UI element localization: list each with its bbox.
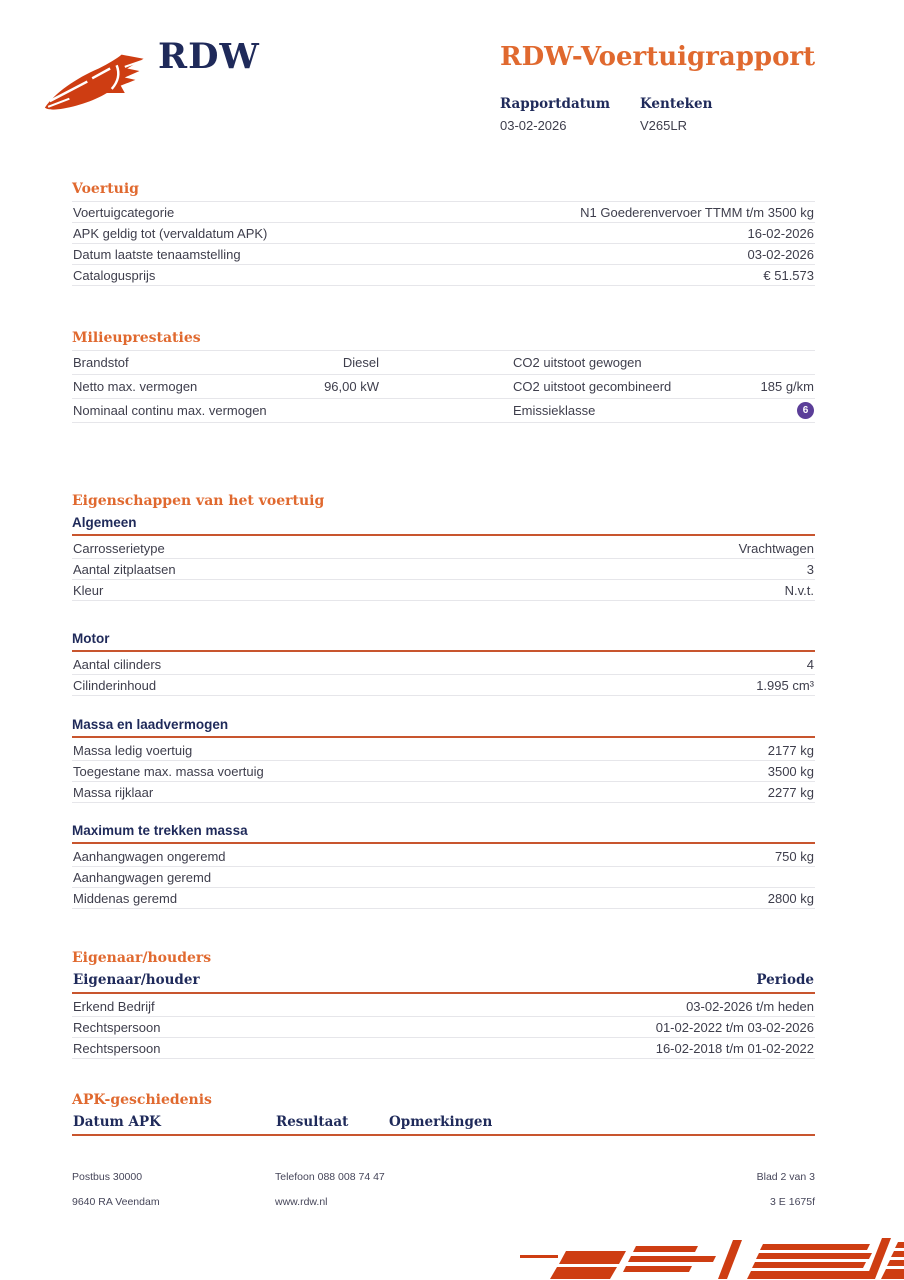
footer-website: www.rdw.nl	[275, 1196, 328, 1208]
footer-doc-code: 3 E 1675f	[770, 1196, 815, 1208]
emissieklasse-badge: 6	[797, 402, 814, 419]
table-row	[72, 375, 815, 399]
row-label: Emissieklasse	[513, 403, 596, 418]
section-heading-eigenaar-houders: Eigenaar/houders	[72, 950, 212, 966]
row-label: Aanhangwagen geremd	[73, 869, 212, 885]
row-value: 750 kg	[774, 848, 814, 864]
milieuprestaties-table	[72, 350, 815, 423]
row-value: € 51.573	[763, 267, 814, 283]
report-date-label: Rapportdatum	[500, 96, 611, 112]
table-row	[72, 675, 815, 696]
column-header-periode: Periode	[756, 972, 814, 988]
subsection-heading-massa: Massa en laadvermogen	[72, 716, 815, 738]
row-label: Carrosserietype	[73, 540, 165, 556]
row-value: 03-02-2026	[747, 246, 814, 262]
kenteken-label: Kenteken	[640, 96, 713, 112]
row-value: Diesel	[342, 355, 379, 370]
row-value: 2800 kg	[767, 890, 814, 906]
row-value: N1 Goederenvervoer TTMM t/m 3500 kg	[580, 204, 814, 220]
row-value: 2277 kg	[767, 784, 814, 800]
owner-period: 03-02-2026 t/m heden	[686, 998, 814, 1014]
table-row	[72, 1038, 815, 1059]
table-row	[72, 996, 815, 1017]
owner-period: 01-02-2022 t/m 03-02-2026	[655, 1019, 814, 1035]
row-value: N.v.t.	[784, 582, 814, 598]
page-footer	[72, 1171, 815, 1208]
column-header-datum-apk: Datum APK	[73, 1114, 161, 1130]
row-label: Cilinderinhoud	[73, 677, 157, 693]
footer-page-number: Blad 2 van 3	[756, 1171, 815, 1183]
table-row	[72, 761, 815, 782]
row-value: 1.995 cm³	[756, 677, 814, 693]
row-label: Brandstof	[73, 355, 129, 370]
row-label: Aanhangwagen ongeremd	[73, 848, 226, 864]
table-row	[72, 888, 815, 909]
row-label: Middenas geremd	[73, 890, 178, 906]
rdw-logo-wordmark: RDW	[158, 36, 260, 77]
report-meta	[500, 96, 780, 133]
owner-name: Erkend Bedrijf	[73, 998, 155, 1014]
row-value: 3500 kg	[767, 763, 814, 779]
column-header-eigenaar: Eigenaar/houder	[73, 972, 200, 988]
table-row	[72, 223, 815, 244]
section-voertuig	[72, 180, 815, 286]
table-row	[72, 846, 815, 867]
footer-line	[72, 1196, 815, 1208]
row-value: 4	[806, 656, 814, 672]
row-label: Aantal cilinders	[73, 656, 162, 672]
table-row	[72, 538, 815, 559]
table-row	[72, 399, 815, 423]
table-row	[72, 782, 815, 803]
section-heading-eigenschappen: Eigenschappen van het voertuig	[72, 493, 325, 509]
algemeen-table	[72, 538, 815, 601]
section-milieuprestaties	[72, 329, 815, 423]
row-label: Massa ledig voertuig	[73, 742, 193, 758]
row-label: Catalogusprijs	[73, 267, 156, 283]
row-label: Toegestane max. massa voertuig	[73, 763, 264, 779]
massa-table	[72, 740, 815, 803]
voertuig-table	[72, 201, 815, 286]
row-value: 3	[806, 561, 814, 577]
table-row	[72, 580, 815, 601]
apk-table-header	[72, 1112, 815, 1136]
table-row	[72, 559, 815, 580]
section-heading-apk-geschiedenis: APK-geschiedenis	[72, 1092, 212, 1108]
table-row	[72, 202, 815, 223]
owner-name: Rechtspersoon	[73, 1019, 161, 1035]
row-label: Datum laatste tenaamstelling	[73, 246, 241, 262]
footer-address-line1: Postbus 30000	[72, 1171, 143, 1183]
maximum-trekken-table	[72, 846, 815, 909]
subsection-algemeen	[72, 514, 815, 601]
subsection-massa	[72, 716, 815, 803]
table-row	[72, 351, 815, 375]
subsection-heading-maximum-trekken: Maximum te trekken massa	[72, 822, 815, 844]
row-value: 16-02-2026	[747, 225, 814, 241]
section-eigenschappen	[72, 492, 815, 513]
subsection-motor	[72, 630, 815, 696]
footer-line	[72, 1171, 815, 1183]
section-apk-geschiedenis	[72, 1091, 815, 1136]
row-value: Vrachtwagen	[738, 540, 814, 556]
subsection-maximum-trekken	[72, 822, 815, 909]
row-value: 96,00 kW	[324, 379, 379, 394]
subsection-heading-algemeen: Algemeen	[72, 514, 815, 536]
kenteken-value: V265LR	[640, 118, 687, 133]
owner-name: Rechtspersoon	[73, 1040, 161, 1056]
eigenaar-table-header	[72, 970, 815, 994]
row-label: Netto max. vermogen	[73, 379, 198, 394]
row-label: CO2 uitstoot gecombineerd	[513, 379, 672, 394]
report-date-value: 03-02-2026	[500, 118, 567, 133]
footer-address-line2: 9640 RA Veendam	[72, 1196, 160, 1208]
table-row	[72, 654, 815, 675]
row-label: CO2 uitstoot gewogen	[513, 355, 642, 370]
table-row	[72, 244, 815, 265]
kenteken-block	[640, 96, 780, 133]
row-label: Massa rijklaar	[73, 784, 154, 800]
speed-stripes-graphic	[520, 1234, 904, 1280]
table-row	[72, 265, 815, 286]
row-value: 2177 kg	[767, 742, 814, 758]
row-label: Voertuigcategorie	[73, 204, 175, 220]
section-eigenaar-houders	[72, 949, 815, 1059]
table-row	[72, 740, 815, 761]
row-label: APK geldig tot (vervaldatum APK)	[73, 225, 268, 241]
eigenaar-table	[72, 996, 815, 1059]
owner-period: 16-02-2018 t/m 01-02-2022	[655, 1040, 814, 1056]
table-row	[72, 867, 815, 888]
rdw-feather-icon	[40, 50, 146, 118]
section-heading-milieuprestaties: Milieuprestaties	[72, 330, 201, 346]
row-label: Aantal zitplaatsen	[73, 561, 176, 577]
subsection-heading-motor: Motor	[72, 630, 815, 652]
motor-table	[72, 654, 815, 696]
row-label: Kleur	[73, 582, 104, 598]
row-value: 185 g/km	[760, 379, 814, 394]
section-heading-voertuig: Voertuig	[72, 181, 139, 197]
table-row	[72, 1017, 815, 1038]
page-title: RDW-Voertuigrapport	[500, 42, 816, 72]
row-label: Nominaal continu max. vermogen	[73, 403, 267, 418]
column-header-resultaat: Resultaat	[276, 1114, 349, 1130]
report-date-block	[500, 96, 640, 133]
footer-phone: Telefoon 088 008 74 47	[275, 1171, 385, 1183]
row-value	[724, 402, 814, 419]
column-header-opmerkingen: Opmerkingen	[389, 1114, 493, 1130]
